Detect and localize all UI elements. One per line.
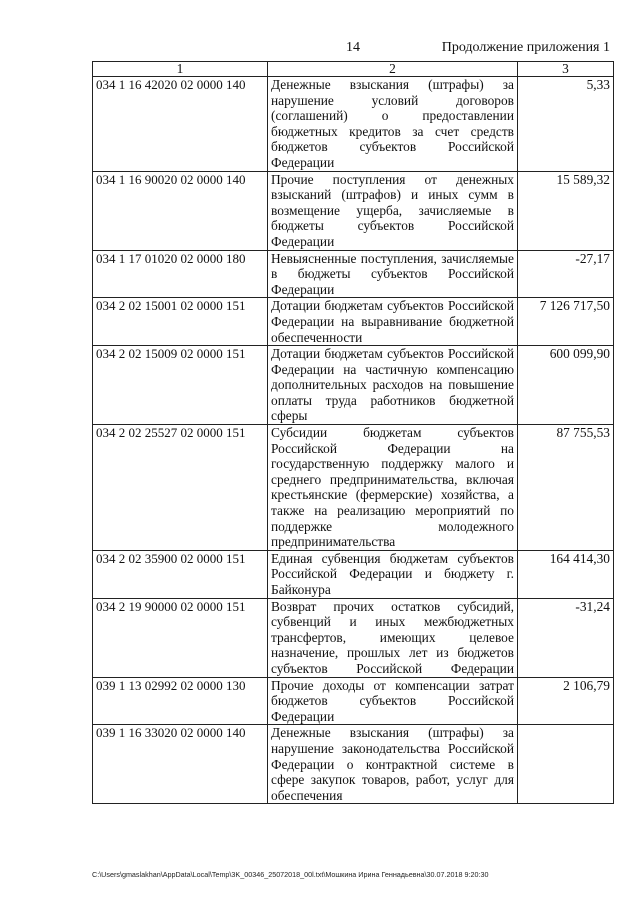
row-amount: 2 106,79 <box>518 677 614 725</box>
row-description: Единая субвенция бюджетам субъектов Российской Федерации и бюджету г. Байконура <box>268 550 518 598</box>
table-row <box>93 171 614 250</box>
table-row <box>93 298 614 346</box>
row-description: Невыясненные поступления, зачисляемые в бюджеты субъектов Российской Федерации <box>268 250 518 298</box>
row-description: Возврат прочих остатков субсидий, субвенций и иных межбюджетных трансфертов, имеющих целевое назначение, прошлых лет из бюджетов субъектов Российской Федерации <box>268 598 518 677</box>
table-row <box>93 550 614 598</box>
row-amount: -27,17 <box>518 250 614 298</box>
row-amount: 87 755,53 <box>518 425 614 551</box>
row-description: Субсидии бюджетам субъектов Российской Федерации на государственную поддержку малого и среднего предпринимательства, включая крестьянские (фермерские) хозяйства, а также на реализацию мероприятий по поддержке молодежного предпринимательства <box>268 425 518 551</box>
row-description: Прочие поступления от денежных взысканий (штрафов) и иных сумм в возмещение ущерба, зачисляемые в бюджеты субъектов Российской Федерации <box>268 171 518 250</box>
row-description: Прочие доходы от компенсации затрат бюджетов субъектов Российской Федерации <box>268 677 518 725</box>
budget-code: 034 2 19 90000 02 0000 151 <box>93 598 268 677</box>
row-amount: 15 589,32 <box>518 171 614 250</box>
column-header-description: 2 <box>268 62 518 77</box>
table-row <box>93 346 614 425</box>
page-number: 14 <box>346 40 360 55</box>
table-row <box>93 77 614 172</box>
row-amount <box>518 725 614 804</box>
budget-code: 034 2 02 15009 02 0000 151 <box>93 346 268 425</box>
continuation-label: Продолжение приложения 1 <box>441 40 610 55</box>
table-row <box>93 598 614 677</box>
row-description: Денежные взыскания (штрафы) за нарушение законодательства Российской Федерации о контрактной системе в сфере закупок товаров, работ, услуг для обеспечения <box>268 725 518 804</box>
table-row <box>93 425 614 551</box>
row-description: Денежные взыскания (штрафы) за нарушение условий договоров (соглашений) о предоставлении бюджетных кредитов за счет средств бюджетов субъектов Российской Федерации <box>268 77 518 172</box>
budget-code: 034 2 02 25527 02 0000 151 <box>93 425 268 551</box>
row-amount: 5,33 <box>518 77 614 172</box>
budget-code: 034 1 17 01020 02 0000 180 <box>93 250 268 298</box>
row-description: Дотации бюджетам субъектов Российской Федерации на выравнивание бюджетной обеспеченности <box>268 298 518 346</box>
file-path-footer: C:\Users\gmaslakhan\AppData\Local\Temp\3K_00346_25072018_00l.txt\Мошкина Ирина Геннадьевна\30.07.2018 9:20:30 <box>92 870 489 879</box>
row-amount: -31,24 <box>518 598 614 677</box>
table-row <box>93 725 614 804</box>
budget-code: 034 2 02 15001 02 0000 151 <box>93 298 268 346</box>
row-description: Дотации бюджетам субъектов Российской Федерации на частичную компенсацию дополнительных расходов на повышение оплаты труда работников бюджетной сферы <box>268 346 518 425</box>
table-header-row <box>93 62 614 77</box>
table-row <box>93 677 614 725</box>
budget-code: 034 1 16 90020 02 0000 140 <box>93 171 268 250</box>
column-header-code: 1 <box>93 62 268 77</box>
row-amount: 7 126 717,50 <box>518 298 614 346</box>
budget-code: 039 1 16 33020 02 0000 140 <box>93 725 268 804</box>
budget-code: 034 2 02 35900 02 0000 151 <box>93 550 268 598</box>
budget-table <box>92 61 614 804</box>
row-amount: 600 099,90 <box>518 346 614 425</box>
table-row <box>93 250 614 298</box>
column-header-amount: 3 <box>518 62 614 77</box>
budget-code: 039 1 13 02992 02 0000 130 <box>93 677 268 725</box>
budget-code: 034 1 16 42020 02 0000 140 <box>93 77 268 172</box>
row-amount: 164 414,30 <box>518 550 614 598</box>
